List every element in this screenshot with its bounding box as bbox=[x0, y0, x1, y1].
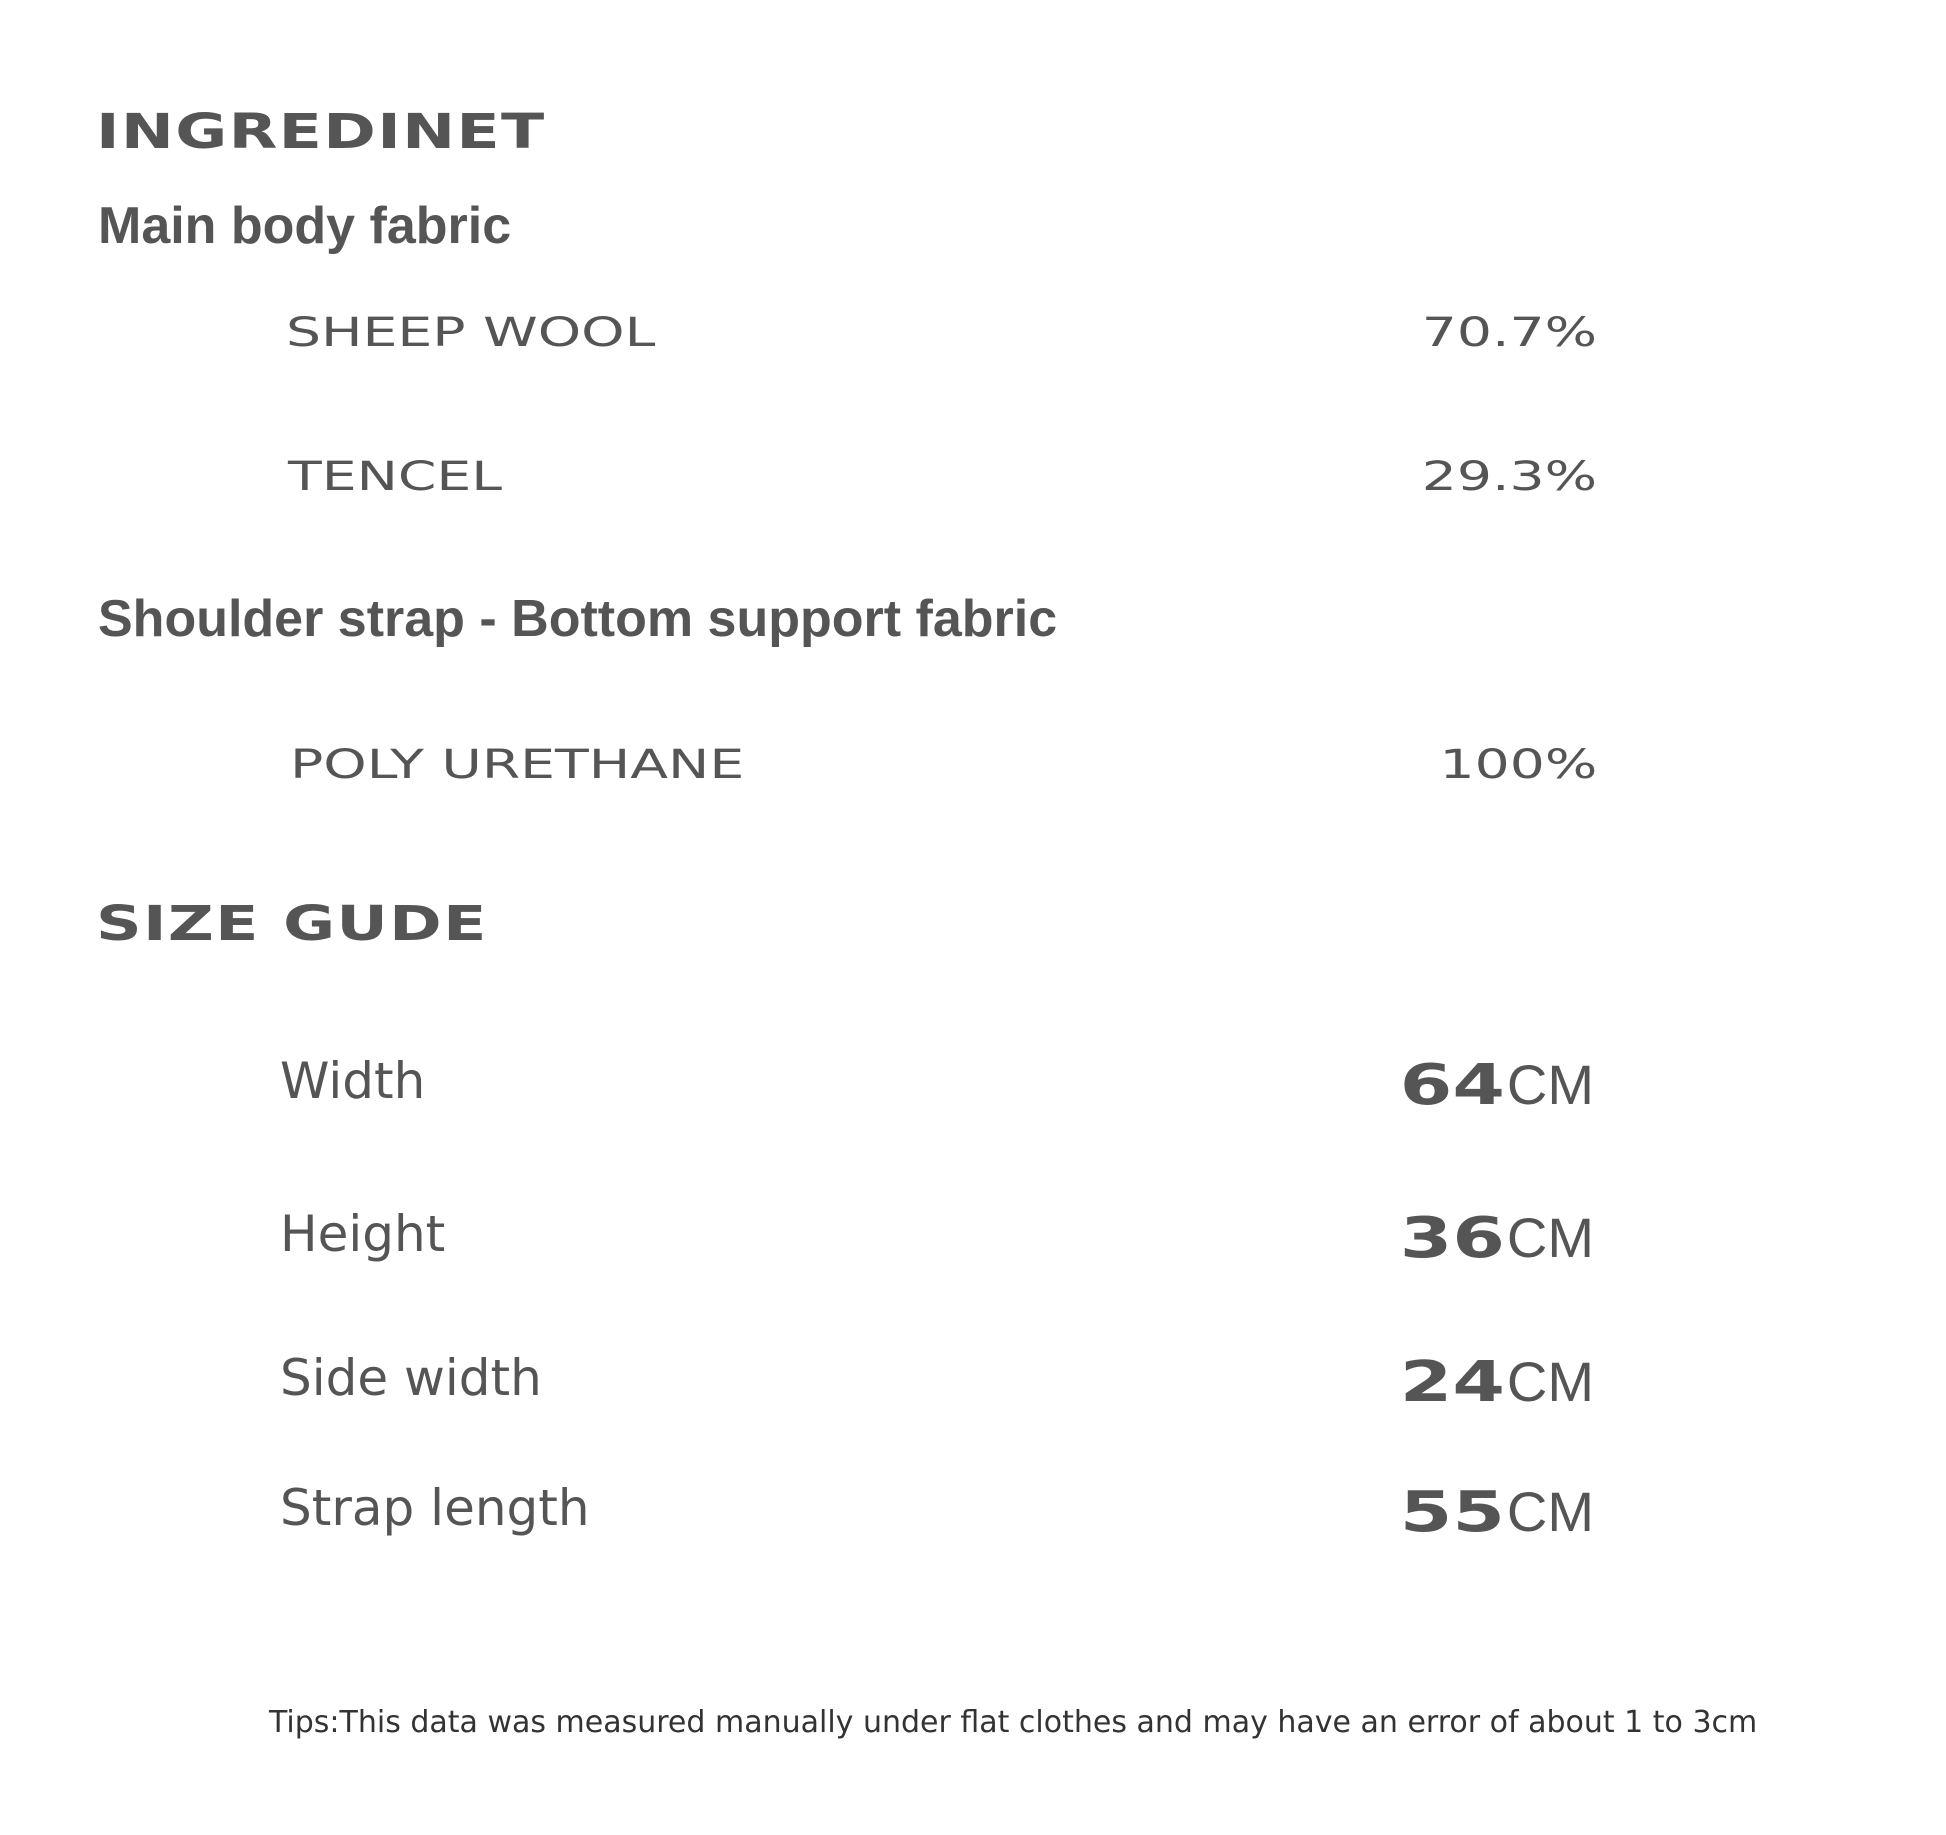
main-body-fabric-title: Main body fabric bbox=[98, 197, 512, 255]
size-label-height: Height bbox=[280, 1205, 446, 1263]
size-value-width bbox=[1399, 1052, 1594, 1118]
size-number-side-width: 24 bbox=[1399, 1350, 1505, 1415]
size-value-side-width bbox=[1399, 1349, 1594, 1415]
size-unit-side-width: CM bbox=[1506, 1350, 1594, 1413]
size-label-strap-length: Strap length bbox=[280, 1479, 590, 1537]
ingredient-heading: INGREDINET bbox=[96, 104, 546, 160]
size-value-height bbox=[1399, 1205, 1594, 1271]
size-unit-strap-length: CM bbox=[1506, 1480, 1594, 1543]
size-value-strap-length bbox=[1399, 1479, 1594, 1545]
size-number-width: 64 bbox=[1399, 1053, 1505, 1118]
material-name-poly-urethane: POLY URETHANE bbox=[290, 742, 745, 788]
size-unit-width: CM bbox=[1506, 1053, 1594, 1116]
measurement-tips: Tips:This data was measured manually under flat clothes and may have an error of about 1 to 3cm bbox=[269, 1705, 1758, 1740]
size-guide-heading: SIZE GUDE bbox=[96, 896, 488, 952]
material-value-poly-urethane: 100% bbox=[1439, 742, 1597, 788]
size-number-strap-length: 55 bbox=[1399, 1480, 1505, 1545]
size-label-side-width: Side width bbox=[280, 1349, 542, 1407]
size-label-width: Width bbox=[280, 1052, 426, 1110]
size-number-height: 36 bbox=[1399, 1206, 1505, 1271]
material-value-sheep-wool: 70.7% bbox=[1421, 310, 1597, 356]
strap-fabric-title: Shoulder strap - Bottom support fabric bbox=[98, 590, 1058, 648]
size-unit-height: CM bbox=[1506, 1206, 1594, 1269]
material-value-tencel: 29.3% bbox=[1421, 454, 1597, 500]
material-name-tencel: TENCEL bbox=[288, 454, 503, 500]
material-name-sheep-wool: SHEEP WOOL bbox=[286, 310, 656, 356]
